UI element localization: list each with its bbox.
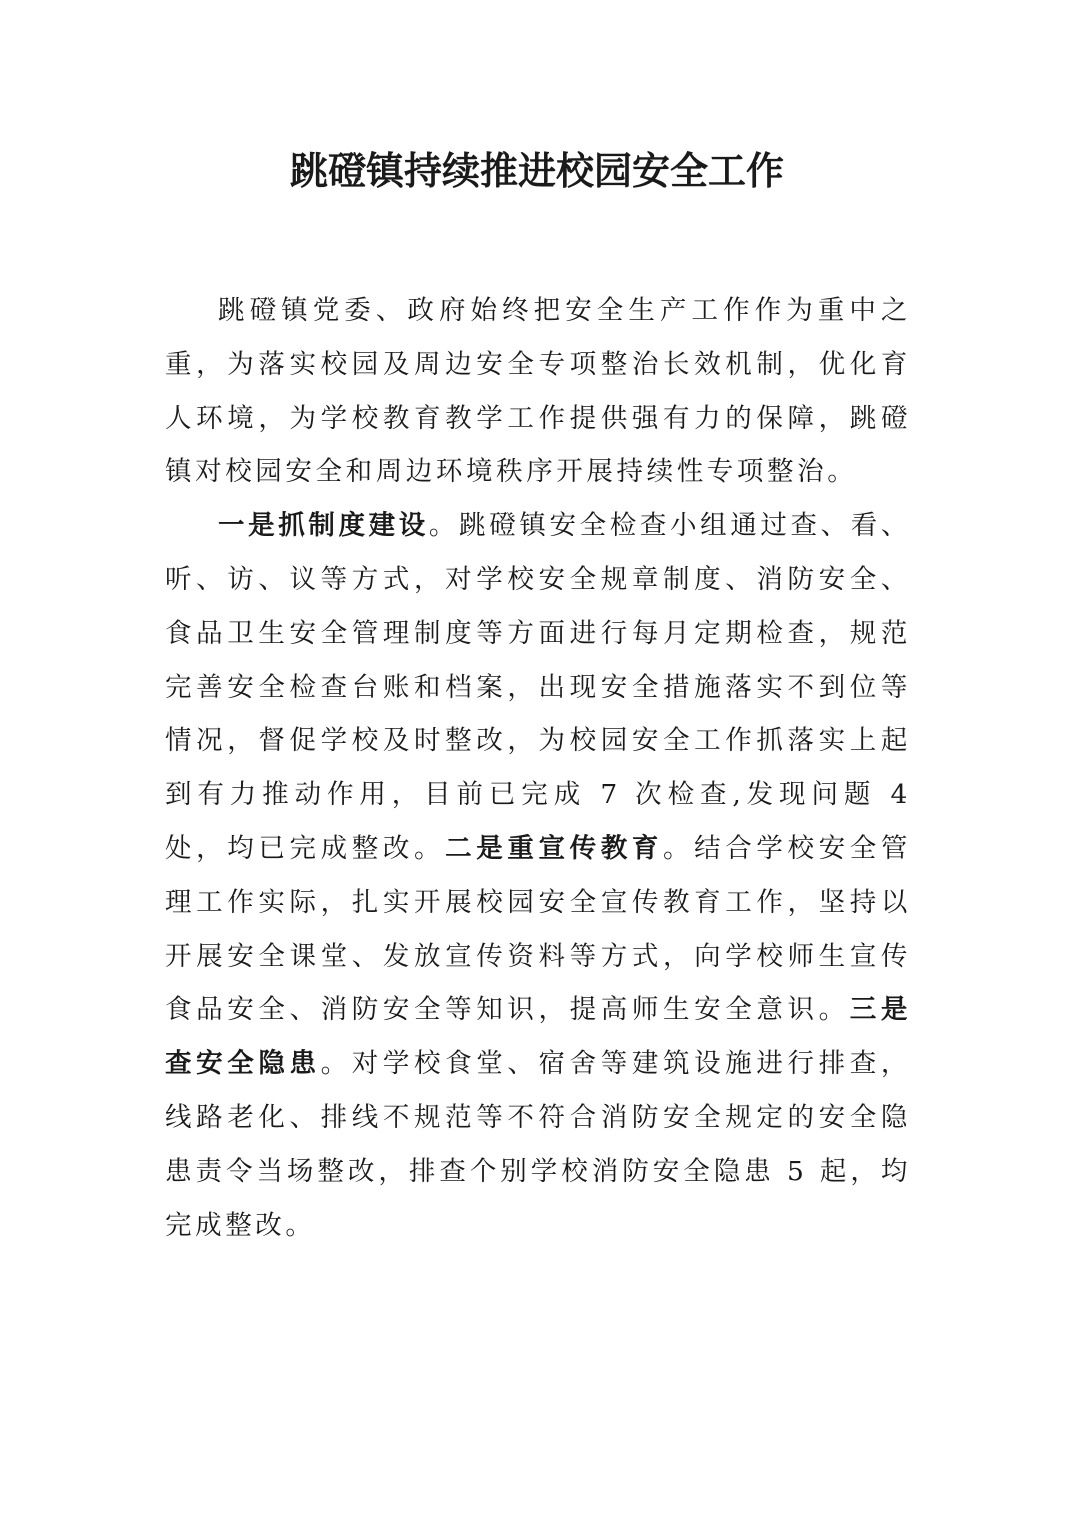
page-title: 跳磴镇持续推进校园安全工作 (289, 148, 784, 193)
text-publicity-education: 。结合学校安全管理工作实际，扎实开展校园安全宣传教育工作，坚持以开展安全课堂、发放宣传资料等方式，向学校师生宣传食品安全、消防安全等知识，提高师生安全意识。 (165, 832, 912, 1026)
heading-system-building: 一是抓制度建设 (218, 510, 429, 542)
intro-paragraph: 跳磴镇党委、政府始终把安全生产工作作为重中之重，为落实校园及周边安全专项整治长效机制，优化育人环境，为学校教育教学工作提供强有力的保障，跳磴镇对校园安全和周边环境秩序开展持续性专项整治。 (165, 295, 911, 488)
heading-publicity-education: 二是重宣传教育 (445, 832, 664, 864)
text-hazard-inspection: 。对学校食堂、宿舍等建筑设施进行排查，线路老化、排线不规范等不符合消防安全规定的安全隐患责令当场整改，排查个别学校消防安全隐患 5 起，均完成整改。 (165, 1048, 912, 1241)
measures-paragraph (165, 499, 911, 1252)
text-system-building: 。跳磴镇安全检查小组通过查、看、听、访、议等方式，对学校安全规章制度、消防安全、食品卫生安全管理制度等方面进行每月定期检查，规范完善安全检查台账和档案，出现安全措施落实不到位等情况，督促学校及时整改，为校园安全工作抓落实上起到有力推动作用，目前已完成 7 次检查,发现问题 4 处，均已完成整改。 (165, 510, 911, 864)
article-body (165, 284, 911, 1252)
heading-hazard-inspection: 三是查安全隐患 (165, 994, 912, 1080)
